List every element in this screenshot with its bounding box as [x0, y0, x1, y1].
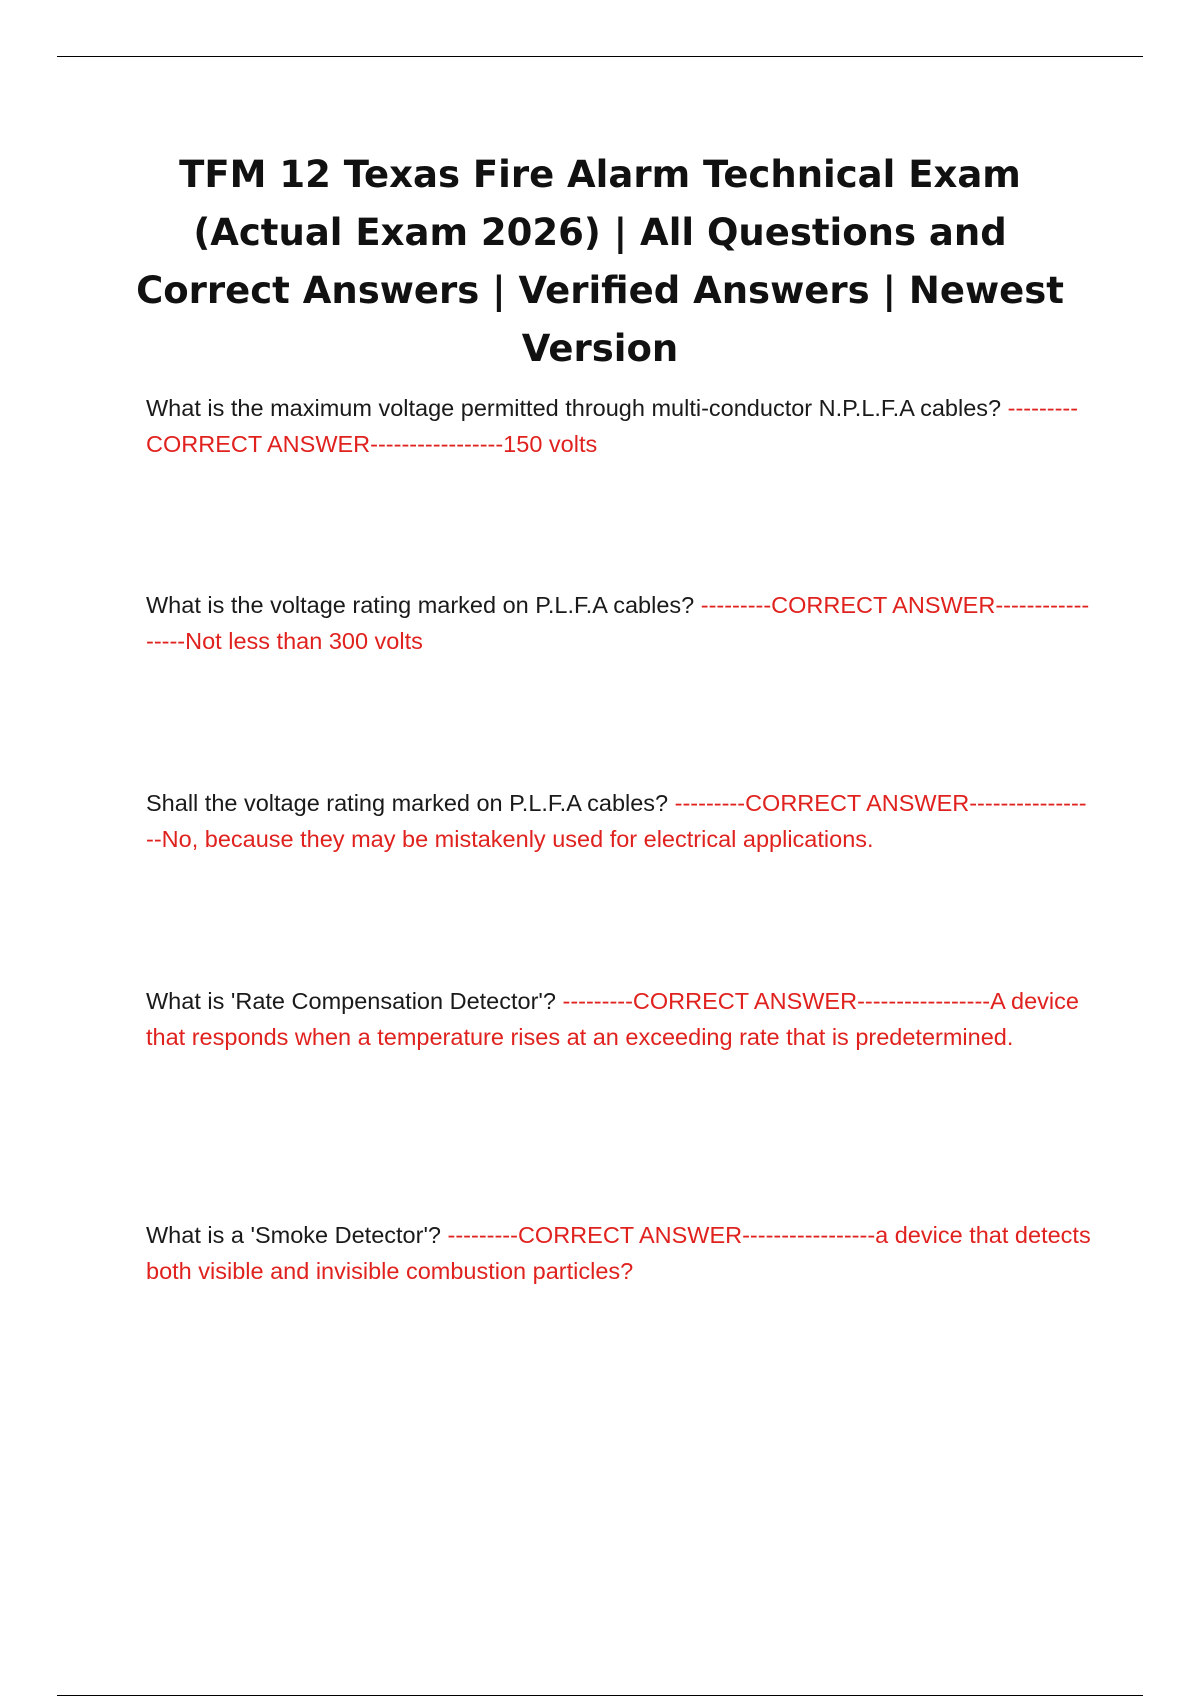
answer-text: ---------CORRECT ANSWER-----------------No, because they may be mistakenly used for electrical applications. — [146, 790, 1087, 852]
qa-item-2 — [146, 587, 1091, 659]
question-text: Shall the voltage rating marked on P.L.F.A cables? — [146, 790, 675, 816]
question-text: What is the voltage rating marked on P.L.F.A cables? — [146, 592, 701, 618]
answer-text: ---------CORRECT ANSWER-----------------Not less than 300 volts — [146, 592, 1090, 654]
qa-item-4 — [146, 983, 1091, 1055]
question-text: What is the maximum voltage permitted through multi-conductor N.P.L.F.A cables? — [146, 395, 1008, 421]
bottom-rule — [57, 1695, 1143, 1696]
answer-text: ---------CORRECT ANSWER-----------------150 volts — [146, 395, 1079, 457]
qa-item-5 — [146, 1217, 1091, 1289]
answer-text: ---------CORRECT ANSWER-----------------a device that detects both visible and invisible combustion particles? — [146, 1222, 1091, 1284]
question-text: What is a 'Smoke Detector'? — [146, 1222, 448, 1248]
qa-item-1 — [146, 390, 1091, 462]
document-title: TFM 12 Texas Fire Alarm Technical Exam (Actual Exam 2026) | All Questions and Correct Answers | Verified Answers | Newest Version — [136, 153, 1064, 370]
question-text: What is 'Rate Compensation Detector'? — [146, 988, 563, 1014]
qa-item-3 — [146, 785, 1091, 857]
answer-text: ---------CORRECT ANSWER-----------------A device that responds when a temperature rises at an exceeding rate that is predetermined. — [146, 988, 1079, 1050]
top-rule — [57, 56, 1143, 57]
